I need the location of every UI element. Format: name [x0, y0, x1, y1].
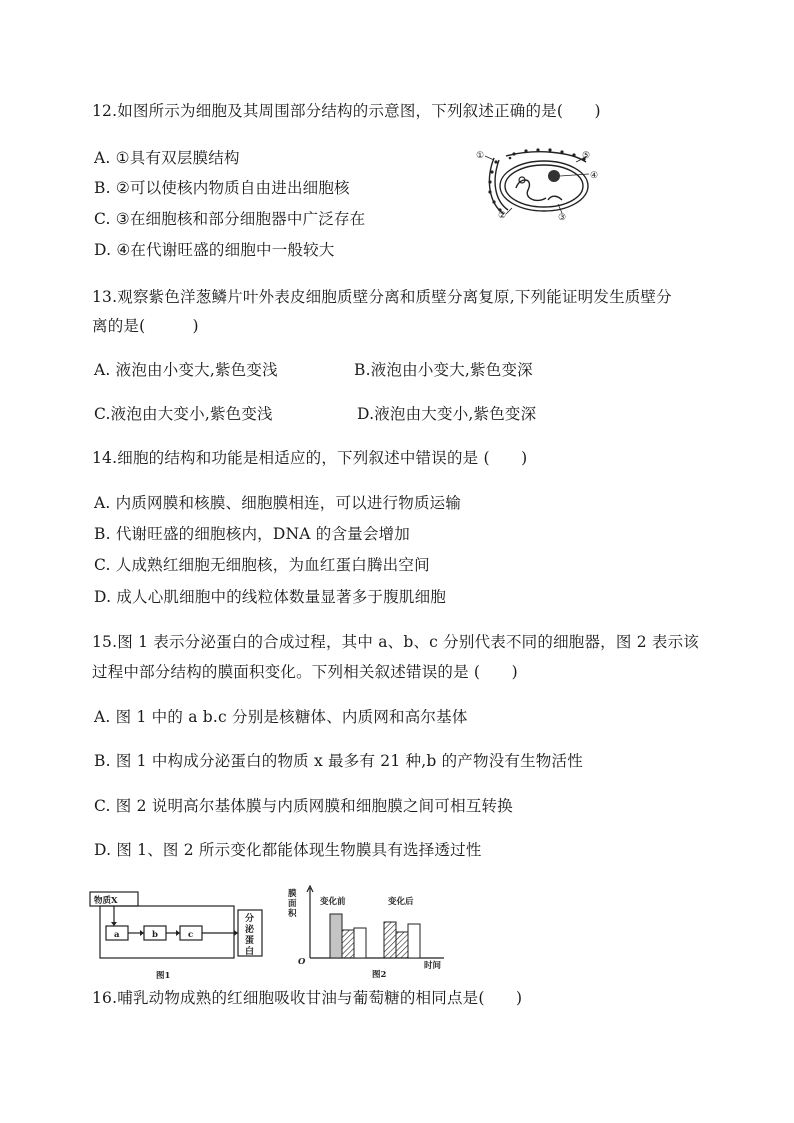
q15-figure-2	[284, 882, 448, 982]
q15-figure-1	[86, 886, 276, 982]
q15-option-b: B. 图 1 中构成分泌蛋白的物质 x 最多有 21 种,b 的产物没有生物活性	[94, 752, 583, 770]
fig2-bars	[330, 914, 420, 958]
q13-stem-line2: 离的是( )	[92, 317, 199, 335]
q15-stem-line2: 过程中部分结构的膜面积变化。下列相关叙述错误的是 ( )	[92, 663, 518, 681]
fig2-bar-before-1-fill	[330, 914, 342, 958]
fig1-product-1: 分	[245, 914, 255, 924]
q12-option-a: A. ①具有双层膜结构	[94, 149, 240, 167]
fig1-product-2: 泌	[245, 925, 255, 935]
fig-label-4: ④	[590, 171, 599, 181]
q14-option-b: B. 代谢旺盛的细胞核内，DNA 的含量会增加	[94, 525, 410, 543]
fig2-before-label: 变化前	[320, 897, 346, 907]
q15-option-c: C. 图 2 说明高尔基体膜与内质网膜和细胞膜之间可相互转换	[94, 797, 513, 815]
fig-label-3: ③	[558, 213, 567, 223]
fig1-label-c: c	[188, 930, 194, 940]
q12-cell-figure	[476, 148, 606, 224]
fig2-origin: O	[298, 957, 306, 967]
q13-option-a: A. 液泡由小变大,紫色变浅	[94, 361, 278, 379]
q15-stem-line1: 15.图 1 表示分泌蛋白的合成过程，其中 a、b、c 分别代表不同的细胞器，图 2 表示该	[92, 633, 699, 651]
q13-option-b: B.液泡由小变大,紫色变深	[354, 361, 533, 379]
fig2-bar-before-2	[342, 930, 354, 958]
fig2-caption: 图2	[372, 970, 387, 980]
q14-option-c: C. 人成熟红细胞无细胞核，为血红蛋白腾出空间	[94, 556, 430, 574]
fig2-bar-after-3	[408, 924, 420, 958]
fig2-bar-before-3	[354, 928, 366, 958]
fig2-bar-after-2	[396, 932, 408, 958]
q13-option-d: D.液泡由大变小,紫色变深	[357, 405, 537, 423]
q14-option-d: D. 成人心肌细胞中的线粒体数量显著多于腹肌细胞	[94, 588, 447, 606]
q12-option-c: C. ③在细胞核和部分细胞器中广泛存在	[94, 210, 366, 228]
q14-stem: 14.细胞的结构和功能是相适应的，下列叙述中错误的是 ( )	[92, 449, 528, 467]
q13-option-c: C.液泡由大变小,紫色变浅	[94, 405, 273, 423]
fig2-ylabel-3: 积	[288, 909, 297, 919]
q14-option-a: A. 内质网膜和核膜、细胞膜相连，可以进行物质运输	[94, 494, 462, 512]
fig2-ylabel-2: 面	[288, 899, 297, 909]
q12-option-d: D. ④在代谢旺盛的细胞中一般较大	[94, 241, 335, 259]
fig-label-5: ⑤	[582, 151, 591, 161]
fig1-product-3: 蛋	[245, 936, 255, 946]
q15-option-d: D. 图 1、图 2 所示变化都能体现生物膜具有选择透过性	[94, 841, 482, 859]
fig2-bar-after-1	[384, 922, 396, 958]
fig1-substance-x: 物质X	[94, 896, 118, 906]
fig-label-1: ①	[476, 151, 485, 161]
fig1-label-a: a	[114, 930, 120, 940]
q15-option-a: A. 图 1 中的 a b.c 分别是核糖体、内质网和高尔基体	[94, 708, 468, 726]
fig1-caption: 图1	[156, 971, 171, 981]
q13-stem-line1: 13.观察紫色洋葱鳞片叶外表皮细胞质壁分离和质壁分离复原,下列能证明发生质壁分	[92, 288, 672, 306]
q16-stem: 16.哺乳动物成熟的红细胞吸收甘油与葡萄糖的相同点是( )	[92, 989, 523, 1007]
fig1-product-4: 白	[245, 947, 255, 957]
fig-label-2: ②	[498, 211, 507, 221]
q12-option-b: B. ②可以使核内物质自由进出细胞核	[94, 179, 350, 197]
fig2-after-label: 变化后	[388, 897, 414, 907]
fig1-label-b: b	[152, 930, 158, 940]
fig2-ylabel-1: 膜	[288, 889, 297, 899]
fig2-xlabel: 时间	[424, 961, 442, 971]
q12-stem: 12.如图所示为细胞及其周围部分结构的示意图，下列叙述正确的是( )	[92, 102, 601, 120]
